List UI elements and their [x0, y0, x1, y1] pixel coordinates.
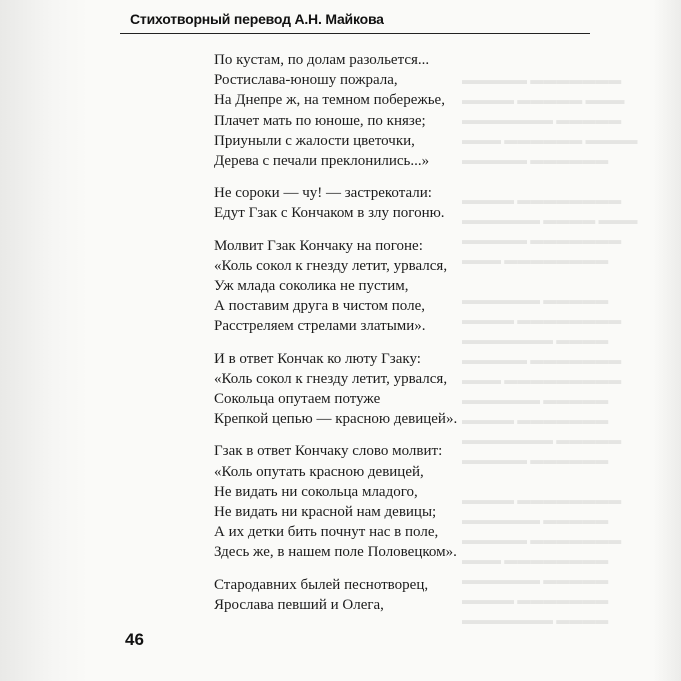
stanza: [214, 236, 474, 337]
stanza: [214, 575, 474, 615]
poem-line: А их детки бить почнут нас в поле,: [214, 524, 439, 541]
poem-line: Уж млада соколика не пустим,: [214, 278, 409, 295]
stanza: [214, 183, 474, 223]
poem-line: Здесь же, в нашем поле Половецком».: [214, 544, 457, 561]
poem-line: «Коль сокол к гнезду летит, урвался,: [214, 370, 448, 387]
page-number: 46: [125, 630, 144, 649]
poem-line: Едут Гзак с Кончаком в злу погоню.: [214, 205, 445, 222]
poem-line: Сокольца опутаем потуже: [214, 391, 381, 408]
poem-line: Гзак в ответ Кончаку слово молвит:: [214, 443, 443, 460]
poem-line: Не видать ни красной нам девицы;: [214, 504, 437, 521]
poem-line: Молвит Гзак Кончаку на погоне:: [214, 237, 423, 254]
poem-line: «Коль опутать красною девицей,: [214, 463, 424, 480]
stanza: [214, 349, 474, 430]
poem-body: [214, 50, 474, 615]
bleed-through-texture: ▬▬▬▬▬ ▬▬▬▬▬▬▬ ▬▬▬▬ ▬▬▬▬▬ ▬▬▬ ▬▬▬▬▬▬▬ ▬▬▬▬▬ ▬▬▬ ▬▬▬▬▬▬ ▬▬▬▬ ▬▬▬▬▬ ▬▬▬▬▬▬ ▬▬▬▬ ▬▬▬▬▬▬▬▬ ▬▬▬▬▬▬ ▬▬▬▬ ▬▬▬ ▬▬▬▬▬ ▬▬▬▬▬▬▬ ▬▬▬ ▬▬▬▬▬▬▬▬ ▬▬▬▬▬▬ ▬▬▬▬▬ ▬▬▬▬ ▬▬▬▬▬▬▬▬ ▬▬▬▬▬▬▬ ▬▬▬▬ ▬▬▬▬▬ ▬▬▬▬▬▬▬ ▬▬▬ ▬▬▬▬▬▬▬▬▬ ▬▬▬▬▬▬ ▬▬▬▬▬ ▬▬▬▬ ▬▬▬▬▬▬▬ ▬▬▬▬▬▬▬ ▬▬▬▬▬ ▬▬▬▬▬ ▬▬▬▬▬▬ ▬▬▬▬ ▬▬▬▬▬▬▬▬ ▬▬▬▬▬▬ ▬▬▬▬▬ ▬▬▬▬▬ ▬▬▬▬▬▬▬ ▬▬▬ ▬▬▬▬▬▬▬▬ ▬▬▬▬▬▬ ▬▬▬▬▬ ▬▬▬▬ ▬▬▬▬▬▬▬ ▬▬▬▬▬▬▬ ▬▬▬▬: [462, 72, 638, 627]
stanza: [214, 50, 474, 171]
header-rule: [120, 33, 590, 34]
poem-line: И в ответ Кончак ко люту Гзаку:: [214, 350, 421, 367]
running-header: [120, 6, 590, 38]
poem-line: Крепкой цепью — красною девицей».: [214, 411, 458, 428]
page-gutter-shadow: [0, 0, 90, 681]
poem-line: Дерева с печали преклонились...»: [214, 153, 430, 170]
poem-line: А поставим друга в чистом поле,: [214, 298, 425, 315]
poem-line: «Коль сокол к гнезду летит, урвался,: [214, 257, 448, 274]
poem-line: Не видать ни сокольца младого,: [214, 483, 418, 500]
poem-line: Приуныли с жалости цветочки,: [214, 132, 415, 149]
poem-line: Расстреляем стрелами златыми».: [214, 318, 426, 335]
poem-line: На Днепре ж, на темном побережье,: [214, 92, 445, 109]
stanza: [214, 441, 474, 562]
poem-line: Не сороки — чу! — застрекотали:: [214, 185, 432, 202]
poem-line: Ярослава певший и Олега,: [214, 596, 384, 613]
poem-line: Ростислава-юношу пожрала,: [214, 72, 398, 89]
running-header-title: Стихотворный перевод А.Н. Майкова: [130, 11, 384, 27]
poem-line: По кустам, по долам разольется...: [214, 52, 430, 68]
poem-line: Стародавних былей песнотворец,: [214, 576, 429, 593]
poem-line: Плачет мать по юноше, по князе;: [214, 112, 426, 129]
